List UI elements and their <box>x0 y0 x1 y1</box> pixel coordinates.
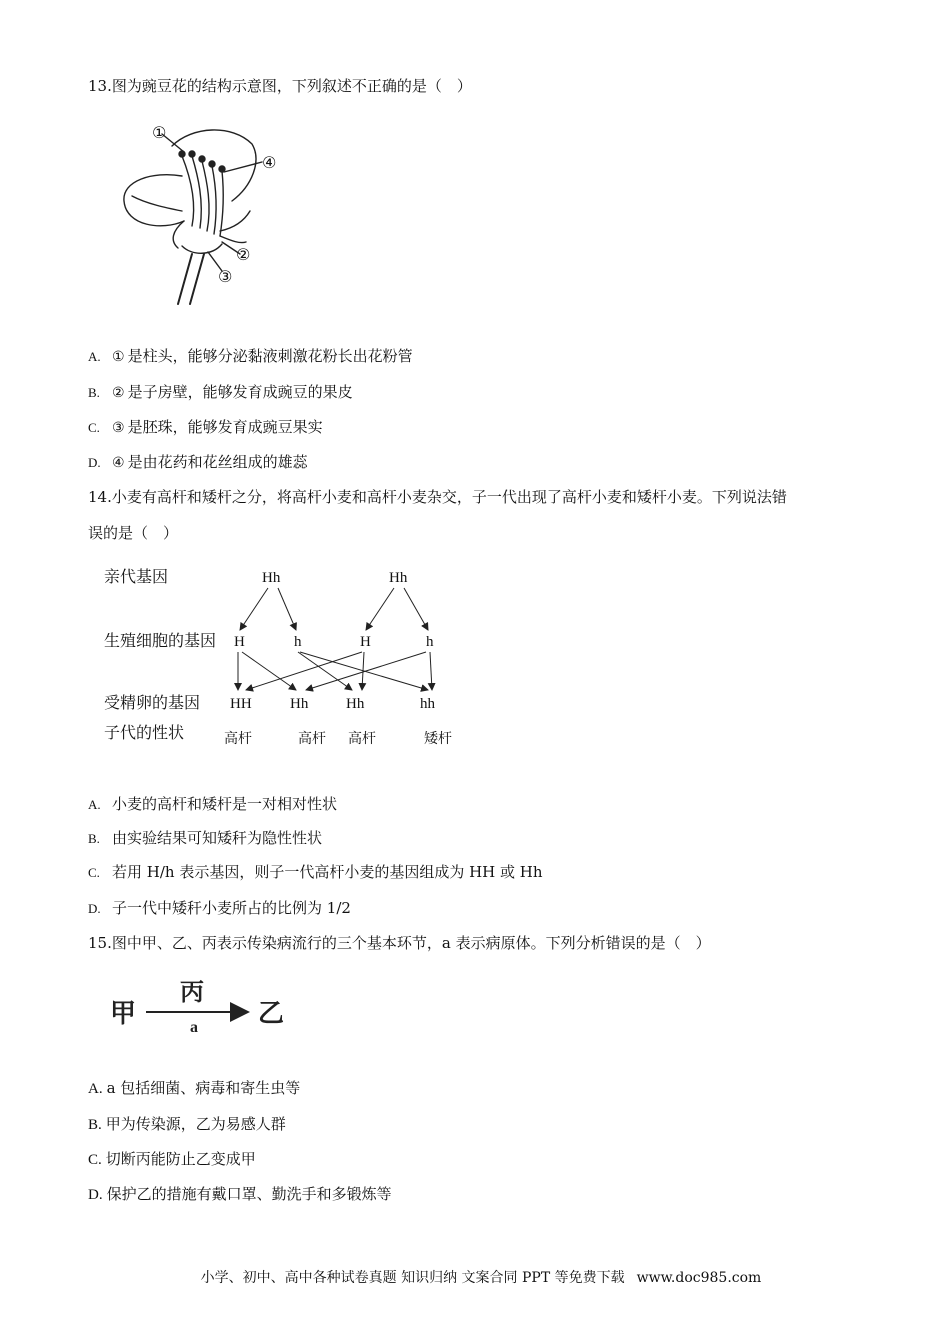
q14-option-c[interactable] <box>88 862 543 883</box>
option-text: 是柱头，能够分泌黏液刺激花粉长出花粉管 <box>127 347 413 365</box>
option-letter: B. <box>88 831 100 846</box>
gamete-2: h <box>294 634 302 650</box>
q15-option-d[interactable] <box>88 1184 392 1205</box>
option-letter: C. <box>88 420 100 435</box>
option-letter: B. <box>88 1117 102 1133</box>
option-letter: D. <box>88 455 101 470</box>
trait-1: 高杆 <box>224 731 252 747</box>
node-a: a <box>190 1019 198 1036</box>
option-mark: ① <box>112 349 125 365</box>
row-label-gametes: 生殖细胞的基因 <box>104 631 217 650</box>
label-1: ① <box>152 123 167 142</box>
zygote-2: Hh <box>290 696 309 712</box>
q14-stem-line1: 14.小麦有高杆和矮杆之分，将高杆小麦和高杆小麦杂交，子一代出现了高杆小麦和矮杆小麦。下列说法错 <box>88 488 787 506</box>
gamete-3: H <box>360 634 371 650</box>
option-mark: ② <box>112 385 125 401</box>
footer-text: 小学、初中、高中各种试卷真题 知识归纳 文案合同 PPT 等免费下载 <box>200 1270 625 1286</box>
option-letter: D. <box>88 1187 103 1203</box>
q14-option-d[interactable] <box>88 898 351 919</box>
label-3: ③ <box>218 267 233 286</box>
row-label-parents: 亲代基因 <box>104 567 169 586</box>
q13-option-c[interactable] <box>88 417 323 438</box>
option-mark: ④ <box>112 455 125 471</box>
row-label-traits: 子代的性状 <box>104 723 185 742</box>
option-text: 是由花药和花丝组成的雄蕊 <box>127 453 308 471</box>
trait-2: 高杆 <box>298 731 326 747</box>
q15-option-a[interactable] <box>88 1078 300 1099</box>
page-footer <box>0 1268 950 1288</box>
option-text: 由实验结果可知矮秆为隐性性状 <box>112 829 323 847</box>
option-letter: B. <box>88 385 100 400</box>
q14-option-b[interactable] <box>88 828 322 849</box>
node-bing: 丙 <box>180 978 204 1006</box>
q15-option-b[interactable] <box>88 1114 286 1135</box>
node-jia: 甲 <box>110 999 137 1029</box>
option-letter: A. <box>88 349 101 364</box>
option-text: 是胚珠，能够发育成豌豆果实 <box>127 418 323 436</box>
zygote-4: hh <box>420 696 435 712</box>
q14-stem-line2: 误的是（ ） <box>88 524 179 542</box>
option-letter: A. <box>88 797 101 812</box>
gamete-1: H <box>234 634 245 650</box>
trait-4: 矮杆 <box>424 731 452 747</box>
option-text: 甲为传染源，乙为易感人群 <box>105 1115 286 1133</box>
option-text: 切断丙能防止乙变成甲 <box>105 1150 256 1168</box>
epidemic-link-diagram <box>108 972 298 1042</box>
option-text: 子一代中矮秆小麦所占的比例为 1/2 <box>112 899 351 917</box>
option-mark: ③ <box>112 420 125 436</box>
zygote-3: Hh <box>346 696 365 712</box>
option-text: 是子房壁，能够发育成豌豆的果皮 <box>127 383 353 401</box>
option-text: 若用 H/h 表示基因，则子一代高杆小麦的基因组成为 HH 或 Hh <box>112 863 543 881</box>
q13-option-d[interactable] <box>88 452 308 473</box>
option-letter: A. <box>88 1081 103 1097</box>
option-letter: D. <box>88 901 101 916</box>
q15-option-c[interactable] <box>88 1149 256 1170</box>
label-4: ④ <box>262 153 277 172</box>
option-letter: C. <box>88 865 100 880</box>
gamete-4: h <box>426 634 434 650</box>
zygote-1: HH <box>230 696 252 712</box>
node-yi: 乙 <box>258 999 285 1029</box>
genetics-cross-diagram <box>100 560 480 755</box>
q13-stem: 13.图为豌豆花的结构示意图，下列叙述不正确的是（ ） <box>88 77 472 95</box>
trait-3: 高杆 <box>348 731 376 747</box>
q15-stem: 15.图中甲、乙、丙表示传染病流行的三个基本环节，a 表示病原体。下列分析错误的是（ ） <box>88 934 711 952</box>
q13-option-a[interactable] <box>88 346 413 367</box>
pea-flower-figure <box>112 116 292 306</box>
q13-option-b[interactable] <box>88 382 353 403</box>
q14-option-a[interactable] <box>88 794 337 815</box>
row-label-zygotes: 受精卵的基因 <box>104 693 201 712</box>
parent-genotype-1: Hh <box>262 570 281 586</box>
option-text: a 包括细菌、病毒和寄生虫等 <box>106 1079 301 1097</box>
footer-url[interactable]: www.doc985.com <box>636 1270 762 1286</box>
option-text: 小麦的高杆和矮杆是一对相对性状 <box>112 795 338 813</box>
parent-genotype-2: Hh <box>389 570 408 586</box>
label-2: ② <box>236 245 251 264</box>
option-text: 保护乙的措施有戴口罩、勤洗手和多锻炼等 <box>106 1185 392 1203</box>
option-letter: C. <box>88 1152 102 1168</box>
